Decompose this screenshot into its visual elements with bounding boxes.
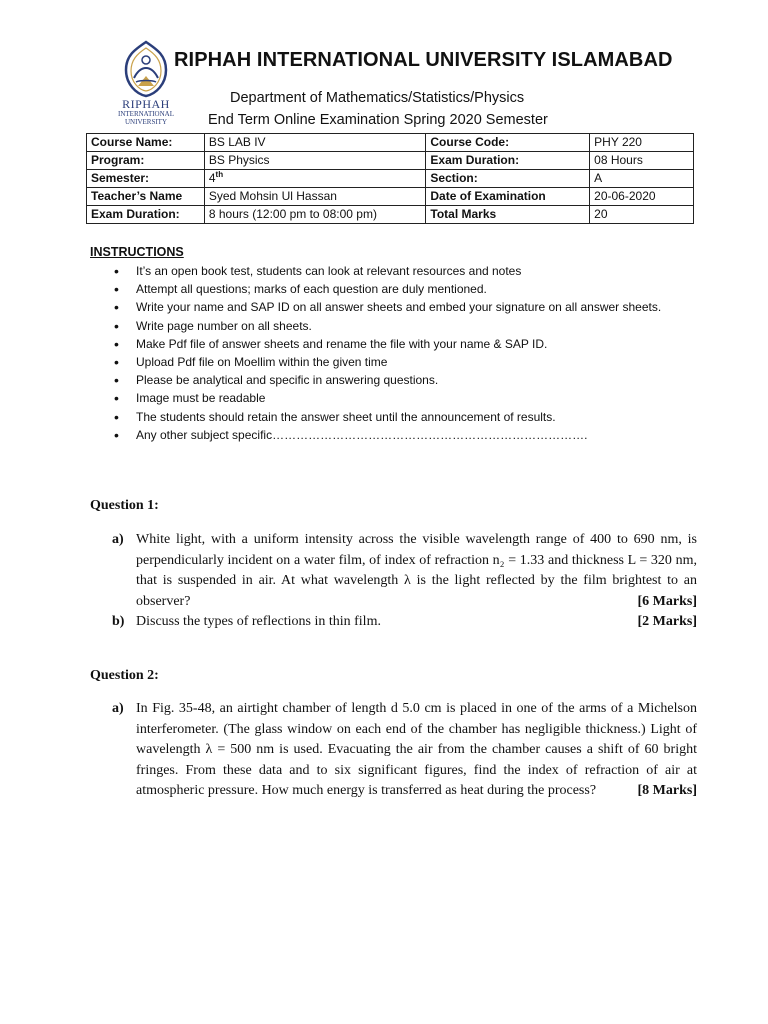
program-label: Program: bbox=[87, 152, 205, 170]
question-1b-label: b) bbox=[112, 614, 125, 629]
exam-duration-value: 08 Hours bbox=[590, 152, 694, 170]
course-code-label: Course Code: bbox=[426, 134, 590, 152]
semester-value bbox=[204, 170, 426, 188]
section-label: Section: bbox=[426, 170, 590, 188]
list-item: • Upload Pdf file on Moellim within the given time bbox=[114, 353, 714, 371]
exam-date-label: Date of Examination bbox=[426, 188, 590, 206]
question-1a-label: a) bbox=[112, 532, 124, 547]
instructions-heading: INSTRUCTIONS bbox=[90, 245, 184, 259]
question-2a-text: In Fig. 35-48, an airtight chamber of length d 5.0 cm is placed in one of the arms of a Michelson interferometer. (The glass window on each end of the chamber has negligible thickness.) Light of wavelength λ = 500 nm is used. Evacuating the air from the chamber causes a shift of 60 bright fringes. From these data and to six significant figures, find the index of refraction of air at atmospheric pressure. How much energy is transferred as heat during the process? bbox=[136, 701, 697, 798]
list-item: • Make Pdf file of answer sheets and rename the file with your name & SAP ID. bbox=[114, 335, 714, 353]
question-1-title: Question 1: bbox=[90, 498, 159, 513]
course-name-value: BS LAB IV bbox=[204, 134, 426, 152]
question-1b-text: Discuss the types of reflections in thin film. bbox=[136, 614, 381, 629]
table-row bbox=[87, 152, 694, 170]
university-title: RIPHAH INTERNATIONAL UNIVERSITY ISLAMABAD bbox=[174, 49, 673, 71]
question-2a-marks: [8 Marks] bbox=[637, 783, 697, 798]
logo-text-university: UNIVERSITY bbox=[125, 118, 167, 126]
list-item: • It’s an open book test, students can look at relevant resources and notes bbox=[114, 262, 714, 280]
list-item: • The students should retain the answer sheet until the announcement of results. bbox=[114, 408, 714, 426]
program-value: BS Physics bbox=[204, 152, 426, 170]
list-item: • Write your name and SAP ID on all answer sheets and embed your signature on all answer sheets. bbox=[114, 298, 714, 316]
instructions-list bbox=[114, 262, 714, 444]
semester-suffix: th bbox=[215, 170, 224, 179]
table-row bbox=[87, 170, 694, 188]
question-2a bbox=[112, 699, 697, 802]
table-row bbox=[87, 134, 694, 152]
exam-duration-label: Exam Duration: bbox=[426, 152, 590, 170]
question-1a-text: White light, with a uniform intensity across the visible wavelength range of 400 to 690 nm, is perpendicularly incident on a water film, of index of refraction n₂ = 1.33 and thickness L = 320 nm, that is suspended in air. At what wavelength λ is the light reflected by the film brightest to an observer? bbox=[136, 532, 697, 609]
table-row bbox=[87, 206, 694, 224]
question-2-title: Question 2: bbox=[90, 668, 159, 683]
question-1a-marks: [6 Marks] bbox=[637, 593, 697, 609]
exam-time-value: 8 hours (12:00 pm to 08:00 pm) bbox=[204, 206, 426, 224]
teacher-name-label: Teacher’s Name bbox=[87, 188, 205, 206]
list-item: • Image must be readable bbox=[114, 389, 714, 407]
crest-icon bbox=[112, 40, 180, 98]
list-item: • Attempt all questions; marks of each question are duly mentioned. bbox=[114, 280, 714, 298]
university-logo bbox=[112, 40, 180, 136]
logo-text-international: INTERNATIONAL bbox=[118, 110, 174, 118]
question-1b-marks: [2 Marks] bbox=[637, 614, 697, 629]
list-item: • Write page number on all sheets. bbox=[114, 317, 714, 335]
question-1b bbox=[112, 612, 697, 633]
semester-number: 4 bbox=[208, 171, 216, 185]
teacher-name-value: Syed Mohsin Ul Hassan bbox=[204, 188, 426, 206]
course-code-value: PHY 220 bbox=[590, 134, 694, 152]
table-row bbox=[87, 188, 694, 206]
exam-title: End Term Online Examination Spring 2020 Semester bbox=[208, 112, 548, 128]
list-item: • Please be analytical and specific in answering questions. bbox=[114, 371, 714, 389]
section-value: A bbox=[590, 170, 694, 188]
semester-label: Semester: bbox=[87, 170, 205, 188]
total-marks-label: Total Marks bbox=[426, 206, 590, 224]
department-title: Department of Mathematics/Statistics/Physics bbox=[230, 90, 525, 106]
exam-time-label: Exam Duration: bbox=[87, 206, 205, 224]
list-item: • Any other subject specific……………………………………………………………………. bbox=[114, 426, 714, 444]
question-1a bbox=[112, 530, 697, 612]
exam-info-table bbox=[86, 133, 694, 224]
course-name-label: Course Name: bbox=[87, 134, 205, 152]
total-marks-value: 20 bbox=[590, 206, 694, 224]
question-2a-label: a) bbox=[112, 701, 124, 716]
exam-date-value: 20-06-2020 bbox=[590, 188, 694, 206]
logo-text-riphah: RIPHAH bbox=[122, 97, 170, 111]
